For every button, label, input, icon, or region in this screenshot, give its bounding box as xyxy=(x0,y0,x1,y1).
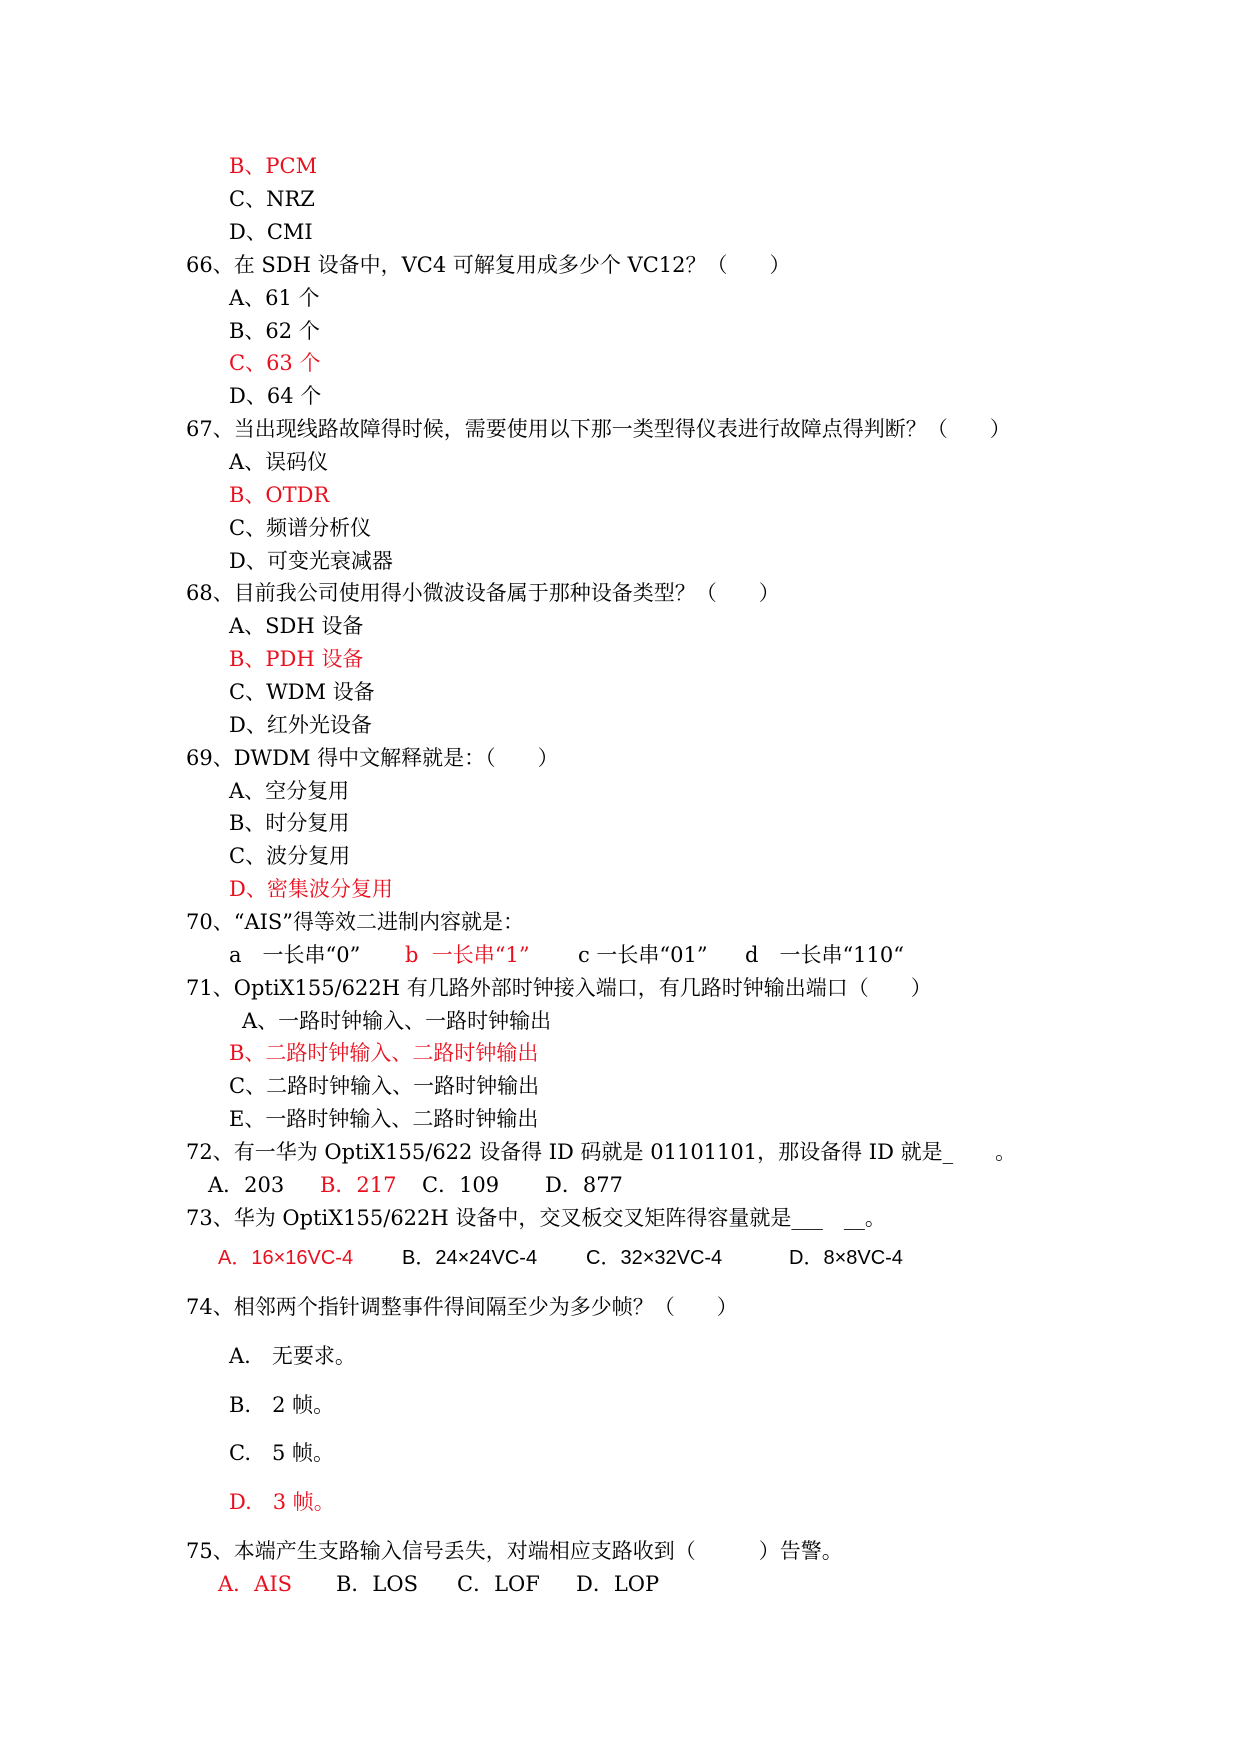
q74-option-d: D. 3 帧。 xyxy=(229,1490,335,1514)
q66-option-a: A、61 个 xyxy=(229,286,320,310)
q67-option-b: B、OTDR xyxy=(229,483,330,507)
q70-option-d: d 一长串“110“ xyxy=(745,943,904,967)
q71-option-a: A、一路时钟输入、一路时钟输出 xyxy=(242,1009,552,1033)
q67-option-c: C、频谱分析仪 xyxy=(229,516,372,540)
q73-option-d: D．8×8VC-4 xyxy=(789,1247,903,1269)
q65-option-d: D、CMI xyxy=(229,220,313,244)
q72-option-c: C．109 xyxy=(422,1173,500,1197)
q70-option-b: b 一长串“1” xyxy=(405,943,530,967)
q71-stem: 71、OptiX155/622H 有几路外部时钟接入端口，有几路时钟输出端口（ ） xyxy=(186,976,932,1000)
q70-option-a: a 一长串“0” xyxy=(229,943,361,967)
q72-option-a: A．203 xyxy=(208,1173,285,1197)
q71-option-e: E、一路时钟输入、二路时钟输出 xyxy=(229,1107,539,1131)
q71-option-c: C、二路时钟输入、一路时钟输出 xyxy=(229,1074,540,1098)
q65-option-c: C、NRZ xyxy=(229,187,315,211)
q68-option-b: B、PDH 设备 xyxy=(229,647,364,671)
q66-option-d: D、64 个 xyxy=(229,384,322,408)
q72-stem: 72、有一华为 OptiX155/622 设备得 ID 码就是 01101101，那设备得 ID 就是_ 。 xyxy=(186,1140,1017,1164)
q67-option-d: D、可变光衰减器 xyxy=(229,549,393,573)
q72-option-d: D．877 xyxy=(545,1173,623,1197)
q68-option-c: C、WDM 设备 xyxy=(229,680,375,704)
q75-stem: 75、本端产生支路输入信号丢失，对端相应支路收到（ ）告警。 xyxy=(186,1539,843,1563)
q69-option-a: A、空分复用 xyxy=(229,779,350,803)
q75-option-b: B．LOS xyxy=(336,1572,418,1596)
q74-stem: 74、相邻两个指针调整事件得间隔至少为多少帧？（ ） xyxy=(186,1295,738,1319)
q70-stem: 70、“AIS”得等效二进制内容就是： xyxy=(186,910,525,934)
q66-option-b: B、62 个 xyxy=(229,319,320,343)
q69-option-b: B、时分复用 xyxy=(229,811,350,835)
q74-option-a: A. 无要求。 xyxy=(229,1344,356,1368)
q68-option-a: A、SDH 设备 xyxy=(229,614,364,638)
q68-stem: 68、目前我公司使用得小微波设备属于那种设备类型？（ ） xyxy=(186,581,780,605)
q69-stem: 69、DWDM 得中文解释就是：（ ） xyxy=(186,746,559,770)
q74-option-c: C. 5 帧。 xyxy=(229,1441,335,1465)
q71-option-b: B、二路时钟输入、二路时钟输出 xyxy=(229,1041,539,1065)
q73-stem: 73、华为 OptiX155/622H 设备中，交叉板交叉矩阵得容量就是___ __。 xyxy=(186,1206,886,1230)
q72-option-b: B．217 xyxy=(320,1173,397,1197)
q75-option-a: A．AIS xyxy=(218,1572,293,1596)
q75-option-d: D．LOP xyxy=(576,1572,660,1596)
q70-option-c: c 一长串“01” xyxy=(578,943,708,967)
q75-option-c: C．LOF xyxy=(457,1572,540,1596)
q67-stem: 67、当出现线路故障得时候，需要使用以下那一类型得仪表进行故障点得判断？（ ） xyxy=(186,417,1011,441)
q73-option-a: A．16×16VC-4 xyxy=(218,1247,354,1269)
q65-option-b: B、PCM xyxy=(229,154,318,178)
q68-option-d: D、红外光设备 xyxy=(229,713,372,737)
q67-option-a: A、误码仪 xyxy=(229,450,329,474)
q69-option-d: D、密集波分复用 xyxy=(229,877,393,901)
q73-option-c: C．32×32VC-4 xyxy=(586,1247,723,1269)
q69-option-c: C、波分复用 xyxy=(229,844,351,868)
q73-option-b: B．24×24VC-4 xyxy=(402,1247,538,1269)
q74-option-b: B. 2 帧。 xyxy=(229,1393,335,1417)
q66-stem: 66、在 SDH 设备中，VC4 可解复用成多少个 VC12？（ ） xyxy=(186,253,791,277)
q66-option-c: C、63 个 xyxy=(229,351,321,375)
